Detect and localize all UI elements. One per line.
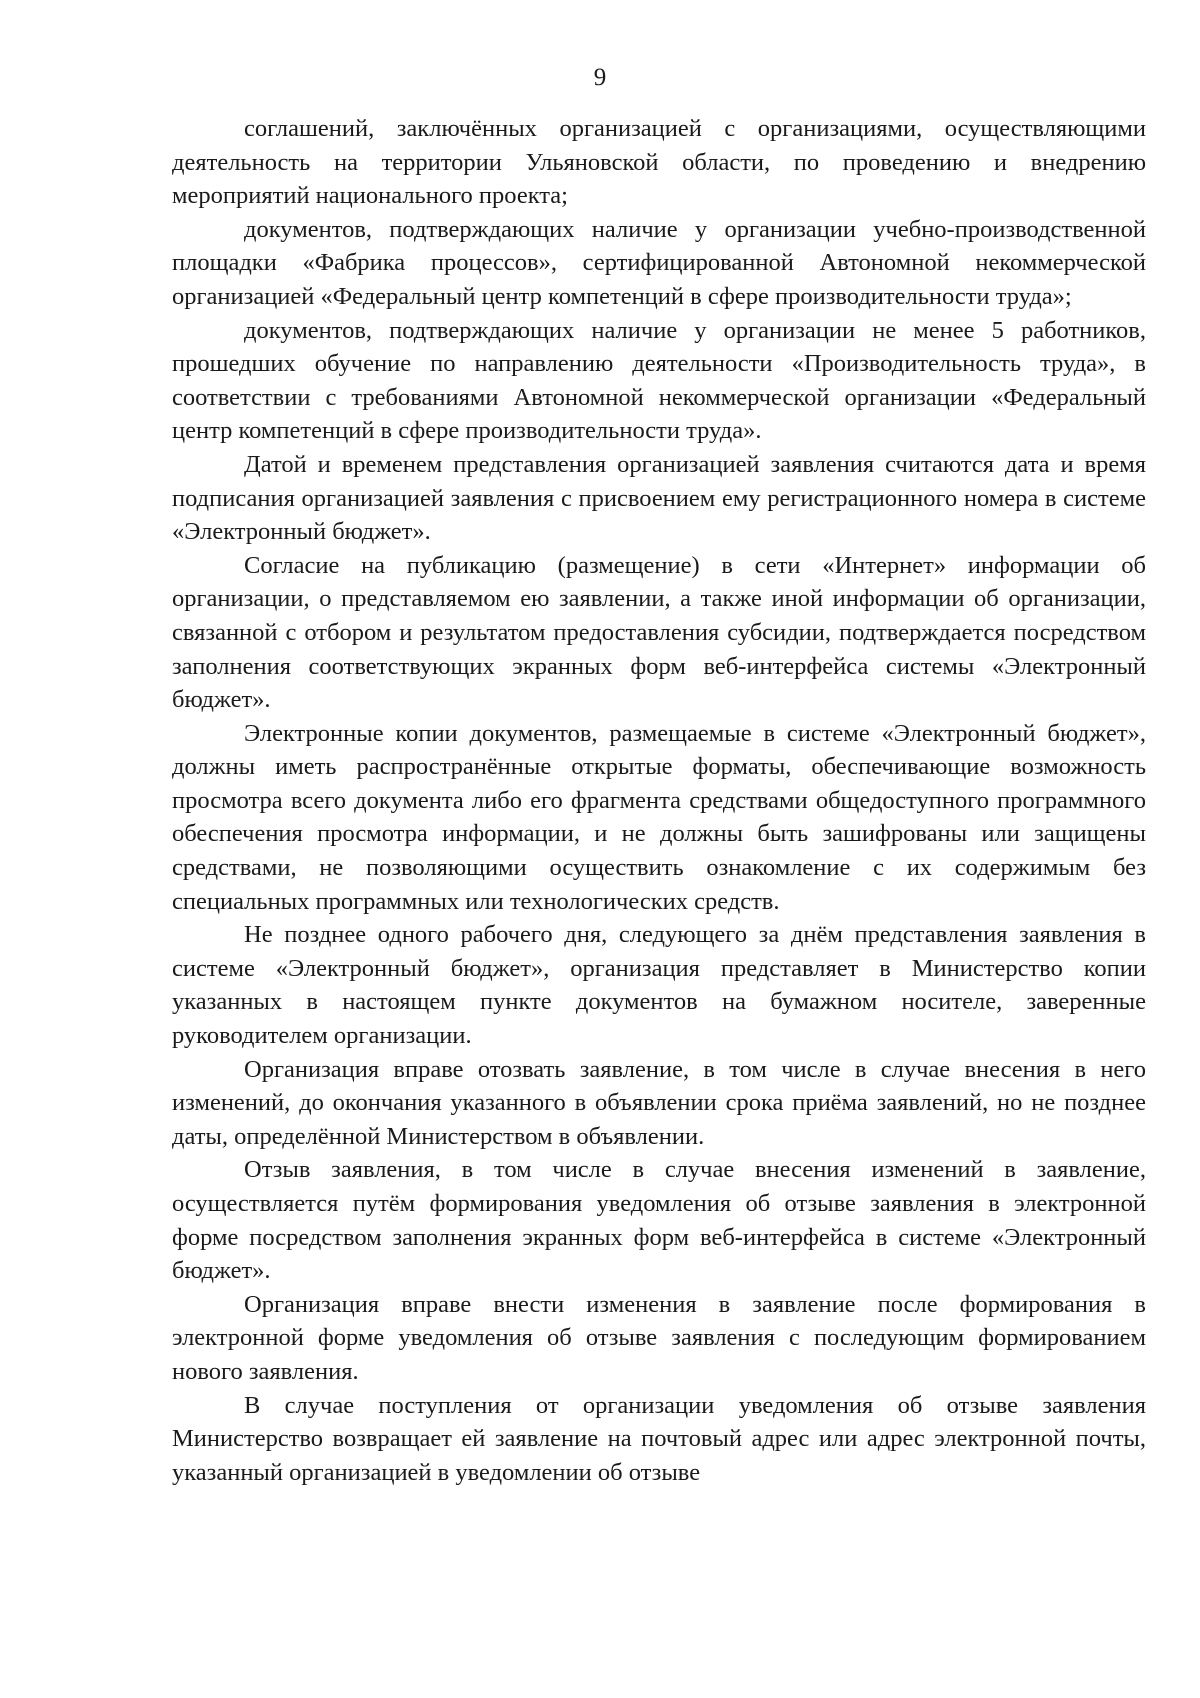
paragraph: В случае поступления от организации уведомления об отзыве заявления Министерство возвращает ей заявление на почтовый адрес или адрес электронной почты, указанный организацией в уведомлении об отзыве — [172, 1391, 1146, 1486]
paragraph: документов, подтверждающих наличие у организации учебно-производственной площадки «Фабрика процессов», сертифицированной Автономной некоммерческой организацией «Федеральный центр компетенций в сфере производительности труда»; — [172, 215, 1146, 310]
paragraph: Организация вправе отозвать заявление, в том числе в случае внесения в него изменений, до окончания указанного в объявлении срока приёма заявлений, но не позднее даты, определённой Министерством в объявлении. — [172, 1055, 1146, 1150]
paragraph: Организация вправе внести изменения в заявление после формирования в электронной форме уведомления об отзыве заявления с последующим формированием нового заявления. — [172, 1290, 1146, 1385]
paragraph: документов, подтверждающих наличие у организации не менее 5 работников, прошедших обучение по направлению деятельности «Производительность труда», в соответствии с требованиями Автономной некоммерческой организации «Федеральный центр компетенций в сфере производительности труда». — [172, 316, 1146, 445]
paragraph: Согласие на публикацию (размещение) в сети «Интернет» информации об организации, о представляемом ею заявлении, а также иной информации об организации, связанной с отбором и результатом предоставления субсидии, подтверждается посредством заполнения соответствующих экранных форм веб-интерфейса системы «Электронный бюджет». — [172, 551, 1146, 714]
paragraph: Не позднее одного рабочего дня, следующего за днём представления заявления в системе «Электронный бюджет», организация представляет в Министерство копии указанных в настоящем пункте документов на бумажном носителе, заверенные руководителем организации. — [172, 921, 1146, 1050]
paragraph: Электронные копии документов, размещаемые в системе «Электронный бюджет», должны иметь распространённые открытые форматы, обеспечивающие возможность просмотра всего документа либо его фрагмента средствами общедоступного программного обеспечения просмотра информации, и не должны быть зашифрованы или защищены средствами, не позволяющими осуществить ознакомление с их содержимым без специальных программных или технологических средств. — [172, 719, 1146, 915]
paragraph: Отзыв заявления, в том числе в случае внесения изменений в заявление, осуществляется путём формирования уведомления об отзыве заявления в электронной форме посредством заполнения экранных форм веб-интерфейса в системе «Электронный бюджет». — [172, 1156, 1146, 1285]
page-number: 9 — [593, 64, 607, 91]
paragraph: Датой и временем представления организацией заявления считаются дата и время подписания организацией заявления с присвоением ему регистрационного номера в системе «Электронный бюджет». — [172, 450, 1146, 546]
paragraph: соглашений, заключённых организацией с организациями, осуществляющими деятельность на территории Ульяновской области, по проведению и внедрению мероприятий национального проекта; — [172, 115, 1146, 210]
document-body — [172, 112, 1146, 1489]
